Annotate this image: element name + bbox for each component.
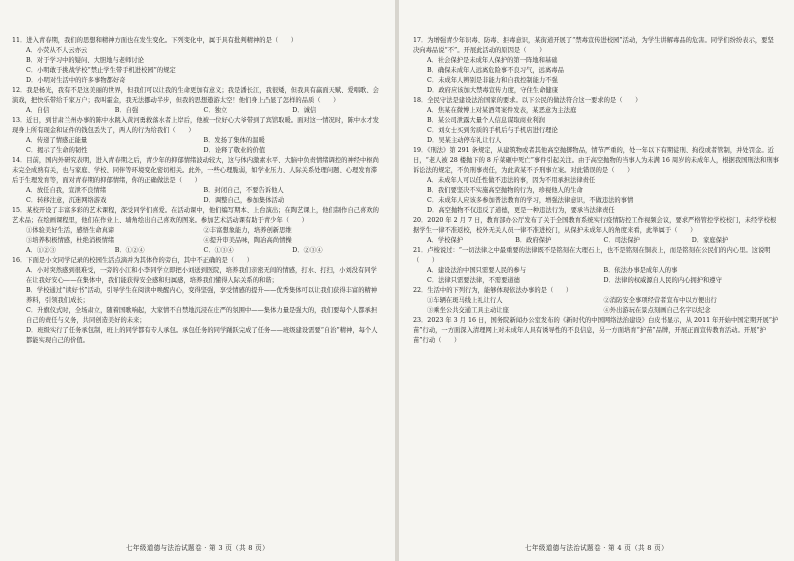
question-stem: 15．某校开设了丰富多彩的艺术课程，深受同学们喜爱。在活动课中，他们编写期本、上台演出；在陶艺课上，他们制作自己喜欢的艺术品；在绘画课程里，他们在作业上、墙角绘出自己喜欢的图案。参加艺术活动课有助于青少年（ ） [12, 207, 379, 224]
question-stem: 18．全民守法是建设法治国家的要求。以下公民的做法符合这一要求的是（ ） [413, 97, 642, 104]
question-stem: 21．卢梭说过：“一切法律之中最重要的法律既不是铭刻在大理石上，也不是铭刻在铜表上，而是铭刻在公民们的内心里。这说明（ ） [413, 247, 771, 264]
answer-option-row [12, 196, 381, 206]
question-item [413, 316, 780, 346]
answer-option: D．②③④ [292, 247, 323, 254]
question-item [12, 156, 381, 206]
answer-option-row [413, 236, 780, 246]
question-item [12, 36, 381, 86]
question-list-left [12, 36, 381, 346]
question-item [12, 116, 381, 156]
statement-item: ④提升审美品味，陶冶高尚情操 [203, 237, 292, 244]
statement-row [413, 306, 780, 316]
answer-option: B．学校通过“读好书”活动，引导学生在阅读中唤醒内心，变得坚强，享受情感的提升——优秀集体可以让我们获得丰富的精神养料，引领我们成长； [26, 287, 378, 304]
statement-item: ④外出游玩在景点刻画自己名字以纪念 [603, 307, 711, 314]
answer-option: A．学校保护 [427, 237, 464, 244]
answer-option: A．建设法治中国只需要人民的参与 [427, 267, 527, 274]
statement-item: ①车辆在斑马线上礼让行人 [427, 297, 503, 304]
answer-option: C．转移注意，沉迷网络游戏 [26, 197, 107, 204]
answer-option: B．自强 [114, 107, 139, 114]
question-item [12, 86, 381, 116]
answer-option: C．升旗仪式时，全场肃立，随着国歌响起，大家情不自禁地沉浸在庄严的氛围中——集体力量是强大的，我们要每个人都承担自己的责任与义务，共同创造美好的未来； [26, 307, 378, 324]
question-item [413, 146, 780, 216]
answer-option: D．小明对生活中的许多事物都好奇 [26, 77, 126, 84]
statement-item: ②消防安全事项经营者宣布中以方便出行 [603, 297, 717, 304]
question-item [413, 96, 780, 146]
answer-option: D．诠释了敬业的价值 [203, 147, 266, 154]
question-stem: 17．为增强青少年识毒、防毒、拒毒意识，某街道开展了“禁毒宣传进校园”活动，为学生讲解毒品的危害。同学们纷纷表示，要坚决向毒品说“不”。开展此活动的原因是（ ） [413, 37, 774, 54]
answer-option: A．①②③ [26, 247, 56, 254]
answer-option: B．封闭自己，不要告诉他人 [203, 187, 284, 194]
statement-row [12, 226, 381, 236]
answer-option: C．揭示了生命的韧性 [26, 147, 88, 154]
answer-option: C．司法保护 [603, 237, 640, 244]
answer-option: C．①③④ [203, 247, 234, 254]
statement-item: ①体验美好生活，感悟生命真谛 [26, 227, 115, 234]
answer-option-row [12, 186, 381, 196]
statement-item: ②丰富想象能力，培养创新思维 [203, 227, 292, 234]
exam-page-right [399, 0, 794, 561]
answer-option: B．我们要坚决不实施高空抛物的行为，珍视他人的生命 [427, 187, 583, 194]
answer-option: D．家庭保护 [691, 237, 729, 244]
question-stem: 16．下面是小文同学记录的校园生活点滴并为其体作的旁白，其中不正确的是（ ） [12, 257, 253, 264]
statement-item: ③培养积极情感，杜绝消极情绪 [26, 237, 115, 244]
question-stem: 22．生活中的下列行为，能够体现依法办事的是（ ） [413, 287, 573, 294]
question-item [413, 286, 780, 316]
answer-option: B．①②④ [114, 247, 145, 254]
question-list-right [413, 36, 780, 346]
statement-row [12, 236, 381, 246]
answer-option: A．自信 [26, 107, 50, 114]
answer-option: D．政府应该加大禁毒宣传力度，守住生命健康 [427, 87, 558, 94]
answer-option: A．传递了情感正能量 [26, 137, 88, 144]
answer-option: C．刘女士买到劣质的手机后与手机店进行理论 [427, 127, 558, 134]
answer-option: B．对于学习中的疑问、大胆地与老师讨论 [26, 57, 144, 64]
answer-option-row [413, 276, 780, 286]
question-item [413, 36, 780, 96]
question-item [12, 206, 381, 256]
answer-option: A．焦某在微博上对某酒驾案件发表，某恶意为主法庭 [427, 107, 577, 114]
page-footer-right: 七年级道德与法治试题卷 · 第 4 页（共 8 页） [525, 544, 668, 552]
answer-option-row [12, 106, 381, 116]
question-stem: 23．2023 年 3 月 16 日，国务院新闻办公室发布的《新时代的中国网络法治建设》白皮书显示，从 2011 年开始中国定期开展“护苗”行动，一方面深入清理网上对未成年人具有诱导性的不良信息，另一方面培育“护苗”品牌，开展正面宣传教育活动。开展“护苗”行动（ ） [413, 317, 779, 344]
question-item [12, 256, 381, 346]
question-stem: 20．2020 年 2 月 7 日，教育部办公厅发布了关于全国教育系统实行疫情防控工作视频会议，要求严格管控学校校门，未经学校根据学生一律不准返校，校外无关人员一律不准进校门，从保护未成年人的角度来看，此举属于（ ） [413, 217, 777, 234]
page-footer-left: 七年级道德与法治试题卷 · 第 3 页（共 8 页） [126, 544, 269, 552]
answer-option: D．诚信 [292, 107, 317, 114]
question-stem: 11．进入青春期，我们的思想和精神方面也在发生变化。下列变化中，属于具有批判精神的是（ ） [12, 37, 298, 44]
answer-option: D．班级实行了任务承包制，班上的同学都有专人承包。承包任务的同学踊跃完成了任务——班级建设需要“自治”精神，每个人都能实现自己的价值。 [26, 327, 378, 344]
question-stem: 19．《刑法》第 291 条规定，从建筑物或者其他高空抛掷物品，情节严重的，处一年以下有期徒刑、拘役或者管制，并处罚金。近日，“老人被 28 楼抛下的 8 斤菜砸中死亡”事件引起关注。由于高空抛物的当事人为未满 16 周岁的未成年人，根据我国刑法和刑事诉讼法的规定，不负刑事责任，为此黄某不予刑事立案。对此错误的是（ ） [413, 147, 779, 174]
answer-option: B．发扬了集体的温暖 [203, 137, 265, 144]
answer-option-row [12, 136, 381, 146]
answer-option-row [12, 246, 381, 256]
answer-option: A．小荧从不人云亦云 [26, 47, 88, 54]
answer-option: D．吴某主动停车礼让行人 [427, 137, 502, 144]
answer-option: B．确保未成年人远离危险事不良习气，远离毒品 [427, 67, 564, 74]
answer-option-row [413, 266, 780, 276]
question-stem: 12．我是杨光，我有不是这美丽的世界，但我们可以让我的生命更加有意义；我是潘长江，我很矮，但我具有赢面天赋、爱唱歌、会演戏，把快乐带给千家万户；我叫霍金，我无法挪动半步，但我的思想遨游太空！他们身上凸显了怎样的品质（ ） [12, 87, 379, 104]
answer-option: D．法律的权威源自人民的内心拥护和遵守 [603, 277, 722, 284]
exam-page-left [0, 0, 395, 561]
statement-row [413, 296, 780, 306]
answer-option: C．未成年人辨别是非能力和自我控制能力不强 [427, 77, 558, 84]
answer-option: C．法律只需要法律，不需要道德 [427, 277, 520, 284]
statement-item: ③乘坐公共交通工具主动让座 [427, 307, 509, 314]
answer-option: B．依法办事是成年人的事 [603, 267, 678, 274]
answer-option: C．独立 [203, 107, 228, 114]
answer-option: C．未成年人应该多参加普法教育的学习，增强法律意识，不做违法的事情 [427, 197, 634, 204]
answer-option: A．社会保护是未成年人保护的第一阵地和基础 [427, 57, 558, 64]
answer-option: C．小明敢于挑战学校“禁止学生带手机进校园”的规定 [26, 67, 176, 74]
answer-option-row [12, 146, 381, 156]
question-item [413, 246, 780, 286]
question-stem: 14．目前，国内外研究表明，进入青春期之后，青少年的抑郁情绪波动较大，这与体内激素水平、大脑中负责情绪调控的神经中枢尚未完全成熟有关，也与家庭、学校、同伴等环境变化密切相关。此外，一些心理脆弱，如学业压力、人际关系处理问题、心理发育滞后于生理发育等，面对青春期的抑郁情绪，你的正确做法是（ ） [12, 157, 379, 184]
question-stem: 13．近日，到甘肃兰州办事的陈中水跳入黄河勇救落水者上岸后，他被一位好心大爷带到了宾馆取暖。面对这一情况时，陈中水才发现身上所有现金和证件的钱包丢失了，两人的行为给我们（ ） [12, 117, 379, 134]
answer-option: A．小对突然感到很难受，一旁的小江和小李同学立即把小刘送到医院，培养我们亲密无间的情感，打水、打扫，小刘没有同学在让我好安心——在集体中，我们能获得安全感和归属感，培养我们懂得人际关系的和谐； [26, 267, 377, 284]
answer-option: B．政府保护 [515, 237, 552, 244]
answer-option: A．放任自我，宣泄不良情绪 [26, 187, 107, 194]
answer-option: A．未成年人可以任性做不违法的事，因为不用承担法律责任 [427, 177, 596, 184]
answer-option: D．调整自己，参加集体活动 [203, 197, 285, 204]
question-item [413, 216, 780, 246]
answer-option: B．某公司泄露大量个人信息谋取商业利润 [427, 117, 545, 124]
answer-option: D．高空抛物不仅违反了道德，更是一种违法行为，要承当法律责任 [427, 207, 615, 214]
